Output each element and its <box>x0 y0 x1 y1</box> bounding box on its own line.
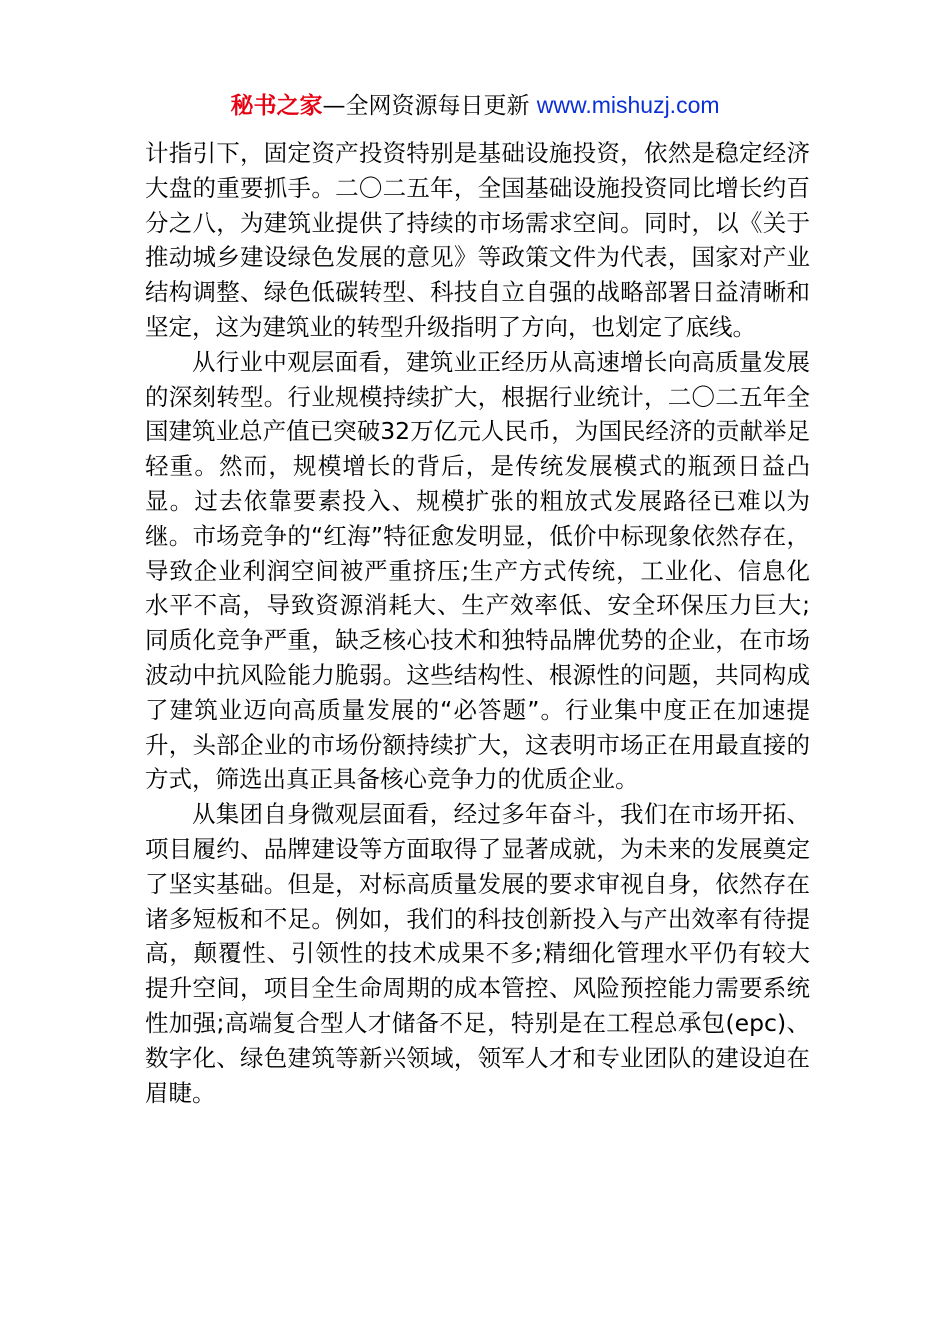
paragraph-3: 从集团自身微观层面看，经过多年奋斗，我们在市场开拓、项目履约、品牌建设等方面取得了显著成就，为未来的发展奠定了坚实基础。但是，对标高质量发展的要求审视自身，依然存在诸多短板和不足。例如，我们的科技创新投入与产出效率有待提高，颠覆性、引领性的技术成果不多;精细化管理水平仍有较大提升空间，项目全生命周期的成本管控、风险预控能力需要系统性加强;高端复合型人才储备不足，特别是在工程总承包(epc)、数字化、绿色建筑等新兴领域，领军人才和专业团队的建设迫在眉睫。 <box>145 800 810 1107</box>
header-site-link[interactable]: www.mishuzj.com <box>536 92 720 118</box>
paragraph-1: 计指引下，固定资产投资特别是基础设施投资，依然是稳定经济大盘的重要抓手。二〇二五年，全国基础设施投资同比增长约百分之八，为建筑业提供了持续的市场需求空间。同时，以《关于推动城乡建设绿色发展的意见》等政策文件为代表，国家对产业结构调整、绿色低碳转型、科技自立自强的战略部署日益清晰和坚定，这为建筑业的转型升级指明了方向，也划定了底线。 <box>145 139 810 341</box>
page-header <box>0 88 950 123</box>
document-body <box>145 136 810 1110</box>
header-tagline: —全网资源每日更新 <box>322 93 537 119</box>
header-brand: 秘书之家 <box>230 93 323 119</box>
paragraph-2: 从行业中观层面看，建筑业正经历从高速增长向高质量发展的深刻转型。行业规模持续扩大，根据行业统计，二〇二五年全国建筑业总产值已突破32万亿元人民币，为国民经济的贡献举足轻重。然而，规模增长的背后，是传统发展模式的瓶颈日益凸显。过去依靠要素投入、规模扩张的粗放式发展路径已难以为继。市场竞争的“红海”特征愈发明显，低价中标现象依然存在，导致企业利润空间被严重挤压;生产方式传统，工业化、信息化水平不高，导致资源消耗大、生产效率低、安全环保压力巨大;同质化竞争严重，缺乏核心技术和独特品牌优势的企业，在市场波动中抗风险能力脆弱。这些结构性、根源性的问题，共同构成了建筑业迈向高质量发展的“必答题”。行业集中度正在加速提升，头部企业的市场份额持续扩大，这表明市场正在用最直接的方式，筛选出真正具备核心竞争力的优质企业。 <box>145 347 810 794</box>
